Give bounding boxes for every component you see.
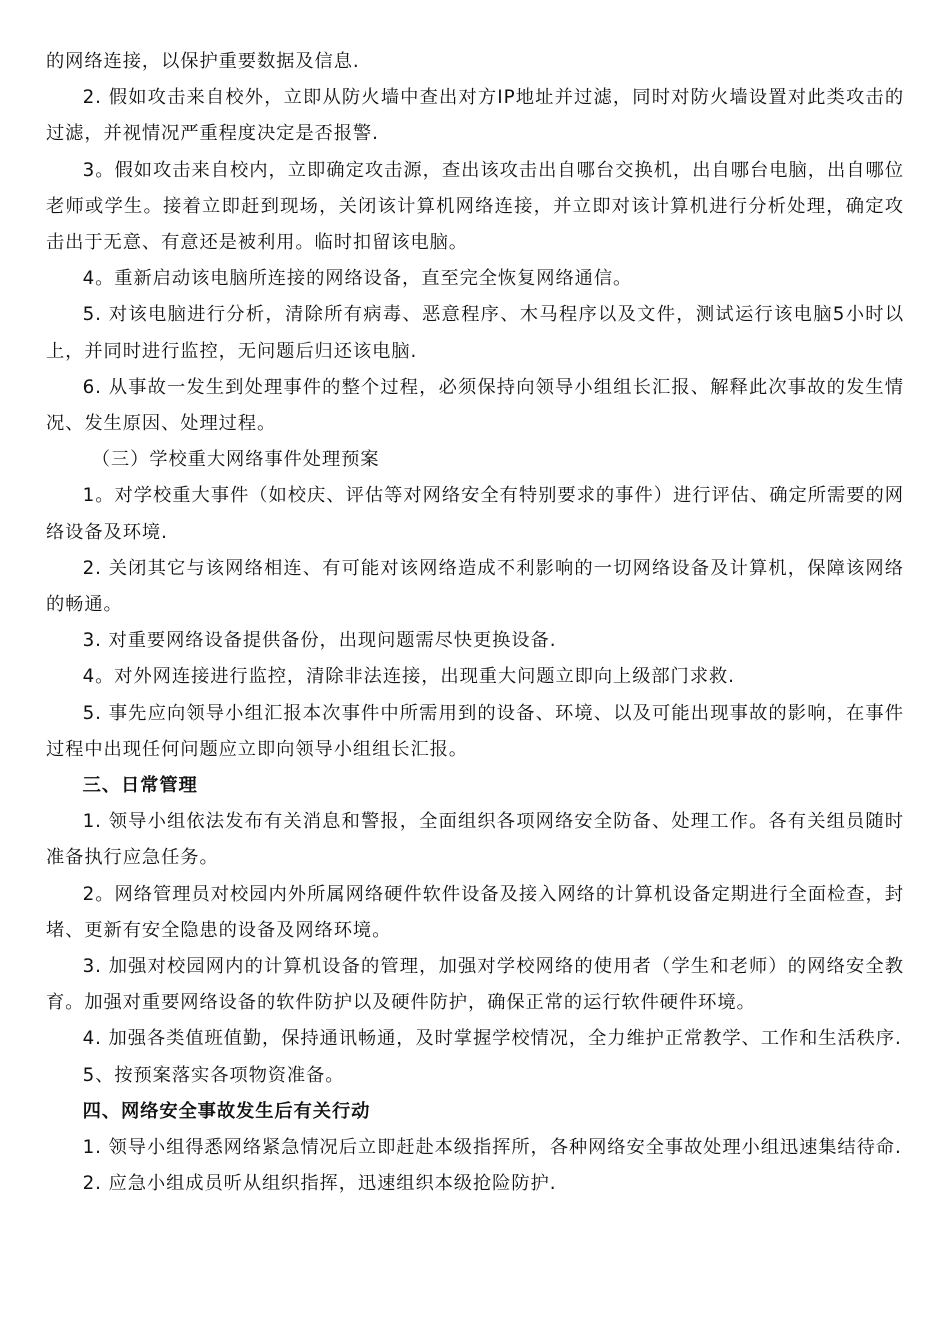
paragraph-10: 4。对外网连接进行监控，清除非法连接，出现重大问题立即向上级部门求救. (82, 666, 735, 688)
paragraph-1: 2. 假如攻击来自校外，立即从防火墙中查出对方IP地址并过滤，同时对防火墙设置对此类攻击的过滤，并视情况严重程度决定是否报警. (46, 87, 904, 145)
paragraph-3: 4。重新启动该电脑所连接的网络设备，直至完全恢复网络通信。 (82, 268, 633, 290)
section-heading-incident-actions: 四、网络安全事故发生后有关行动 (82, 1100, 371, 1122)
paragraph-0: 的网络连接，以保护重要数据及信息. (46, 51, 360, 72)
paragraph-7: 1。对学校重大事件（如校庆、评估等对网络安全有特别要求的事件）进行评估、确定所需要的网络设备及环境. (46, 485, 904, 543)
paragraph-14: 2。网络管理员对校园内外所属网络硬件软件设备及接入网络的计算机设备定期进行全面检查，封堵、更新有安全隐患的设备及网络环境。 (46, 883, 904, 941)
paragraph-17: 5、按预案落实各项物资准备。 (82, 1064, 345, 1086)
paragraph-2: 3。假如攻击来自校内，立即确定攻击源，查出该攻击出自哪台交换机，出自哪台电脑，出自哪位老师或学生。接着立即赶到现场，关闭该计算机网络连接，并立即对该计算机进行分析处理，确定攻击出于无意、有意还是被利用。临时扣留该电脑。 (46, 159, 904, 254)
section-heading-daily-management: 三、日常管理 (82, 775, 198, 797)
paragraph-20: 2. 应急小组成员听从组织指挥，迅速组织本级抢险防护. (82, 1173, 557, 1195)
section-subheading: （三）学校重大网络事件处理预案 (91, 449, 380, 471)
paragraph-19: 1. 领导小组得悉网络紧急情况后立即赶赴本级指挥所，各种网络安全事故处理小组迅速集结待命. (82, 1137, 902, 1159)
paragraph-8: 2. 关闭其它与该网络相连、有可能对该网络造成不利影响的一切网络设备及计算机，保障该网络的畅通。 (46, 557, 904, 616)
paragraph-13: 1. 领导小组依法发布有关消息和警报，全面组织各项网络安全防备、处理工作。各有关组员随时准备执行应急任务。 (46, 811, 904, 869)
paragraph-5: 6. 从事故一发生到处理事件的整个过程，必须保持向领导小组组长汇报、解释此次事故的发生情况、发生原因、处理过程。 (46, 376, 904, 435)
paragraph-9: 3. 对重要网络设备提供备份，出现问题需尽快更换设备. (82, 630, 557, 652)
paragraph-16: 4. 加强各类值班值勤，保持通讯畅通，及时掌握学校情况，全力维护正常教学、工作和生活秩序. (82, 1028, 902, 1050)
paragraph-4: 5. 对该电脑进行分析，清除所有病毒、恶意程序、木马程序以及文件，测试运行该电脑5小时以上，并同时进行监控，无问题后归还该电脑. (46, 304, 904, 362)
paragraph-11: 5. 事先应向领导小组汇报本次事件中所需用到的设备、环境、以及可能出现事故的影响，在事件过程中出现任何问题应立即向领导小组组长汇报。 (46, 702, 904, 760)
paragraph-15: 3. 加强对校园网内的计算机设备的管理，加强对学校网络的使用者（学生和老师）的网络安全教育。加强对重要网络设备的软件防护以及硬件防护，确保正常的运行软件硬件环境。 (46, 956, 904, 1014)
